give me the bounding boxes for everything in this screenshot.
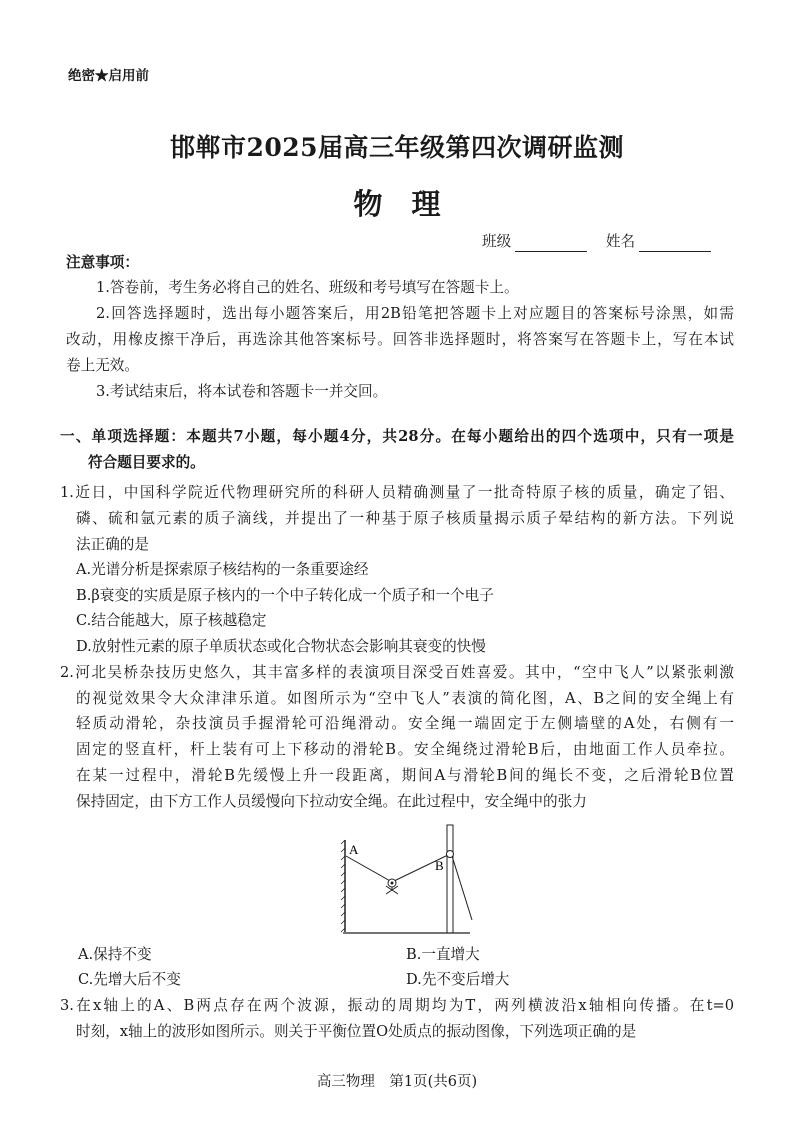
class-field[interactable] <box>515 237 587 252</box>
subject-title: 物 理 <box>353 187 441 221</box>
q1-stem: 法正确的是 <box>76 536 149 553</box>
q3-stem: 3.在x轴上的A、B两点存在两个波源，振动的周期均为T，两列横波沿x轴相向传播。在t=0 <box>60 997 734 1014</box>
name-label: 姓名 <box>605 233 636 250</box>
notice-heading: 注意事项： <box>66 254 139 271</box>
name-field[interactable] <box>639 237 711 252</box>
notice-item: 1.答卷前，考生务必将自己的姓名、班级和考号填写在答题卡上。 <box>96 279 519 296</box>
label-b: B <box>435 858 444 873</box>
q2-stem: 的视觉效果令大众津津乐道。如图所示为“空中飞人”表演的简化图，A、B之间的安全绳上有 <box>76 690 734 707</box>
section-heading: 符合题目要求的。 <box>88 454 205 471</box>
q1-option-a: A.光谱分析是探索原子核结构的一条重要途经 <box>76 561 369 578</box>
q2-stem: 轻质动滑轮，杂技演员手握滑轮可沿绳滑动。安全绳一端固定于左侧墙壁的A处，右侧有一 <box>76 715 734 732</box>
q1-stem: 1.近日，中国科学院近代物理研究所的科研人员精确测量了一批奇特原子核的质量，确定了铝、 <box>60 484 734 501</box>
q2-stem: 在某一过程中，滑轮B先缓慢上升一段距离，期间A与滑轮B间的绳长不变，之后滑轮B位置 <box>76 767 734 784</box>
notice-item: 卷上无效。 <box>66 357 139 374</box>
q2-option-b: B.一直增大 <box>406 946 480 963</box>
q2-stem: 2.河北吴桥杂技历史悠久，其丰富多样的表演项目深受百姓喜爱。其中，“空中飞人”以紧张刺激 <box>60 664 734 681</box>
q2-stem: 保持固定，由下方工作人员缓慢向下拉动安全绳。在此过程中，安全绳中的张力 <box>76 793 587 810</box>
page-footer: 高三物理 第1页(共6页) <box>316 1074 478 1090</box>
q2-option-a: A.保持不变 <box>78 946 152 963</box>
pulley-figure <box>330 820 480 940</box>
q1-stem: 磷、硫和氩元素的质子滴线，并提出了一种基于原子核质量揭示质子晕结构的新方法。下列说 <box>76 510 734 527</box>
q2-option-c: C.先增大后不变 <box>78 971 181 988</box>
q1-option-c: C.结合能越大，原子核越稳定 <box>76 612 267 629</box>
q2-stem: 固定的竖直杆，杆上装有可上下移动的滑轮B。安全绳绕过滑轮B后，由地面工作人员牵拉。 <box>76 741 734 758</box>
q1-option-d: D.放射性元素的原子单质状态或化合物状态会影响其衰变的快慢 <box>76 638 486 655</box>
q2-option-d: D.先不变后增大 <box>406 971 510 988</box>
notice-item: 2.回答选择题时，选出每小题答案后，用2B铅笔把答题卡上对应题目的答案标号涂黑，如需 <box>96 305 734 322</box>
notice-item: 改动，用橡皮擦干净后，再选涂其他答案标号。回答非选择题时，将答案写在答题卡上，写在本试 <box>66 331 734 348</box>
notice-item: 3.考试结束后，将本试卷和答题卡一并交回。 <box>96 383 388 400</box>
q1-option-b: B.β衰变的实质是原子核内的一个中子转化成一个质子和一个电子 <box>76 587 494 604</box>
class-label: 班级 <box>482 233 512 250</box>
exam-title: 邯郸市2025届高三年级第四次调研监测 <box>169 133 625 162</box>
confidential-mark: 绝密★启用前 <box>68 68 149 84</box>
section-heading: 一、单项选择题：本题共7小题，每小题4分，共28分。在每小题给出的四个选项中，只有一项是 <box>60 428 734 445</box>
q3-stem: 时刻，x轴上的波形如图所示。则关于平衡位置O处质点的振动图像，下列选项正确的是 <box>76 1023 637 1040</box>
label-a: A <box>349 842 359 857</box>
student-info <box>482 232 717 252</box>
